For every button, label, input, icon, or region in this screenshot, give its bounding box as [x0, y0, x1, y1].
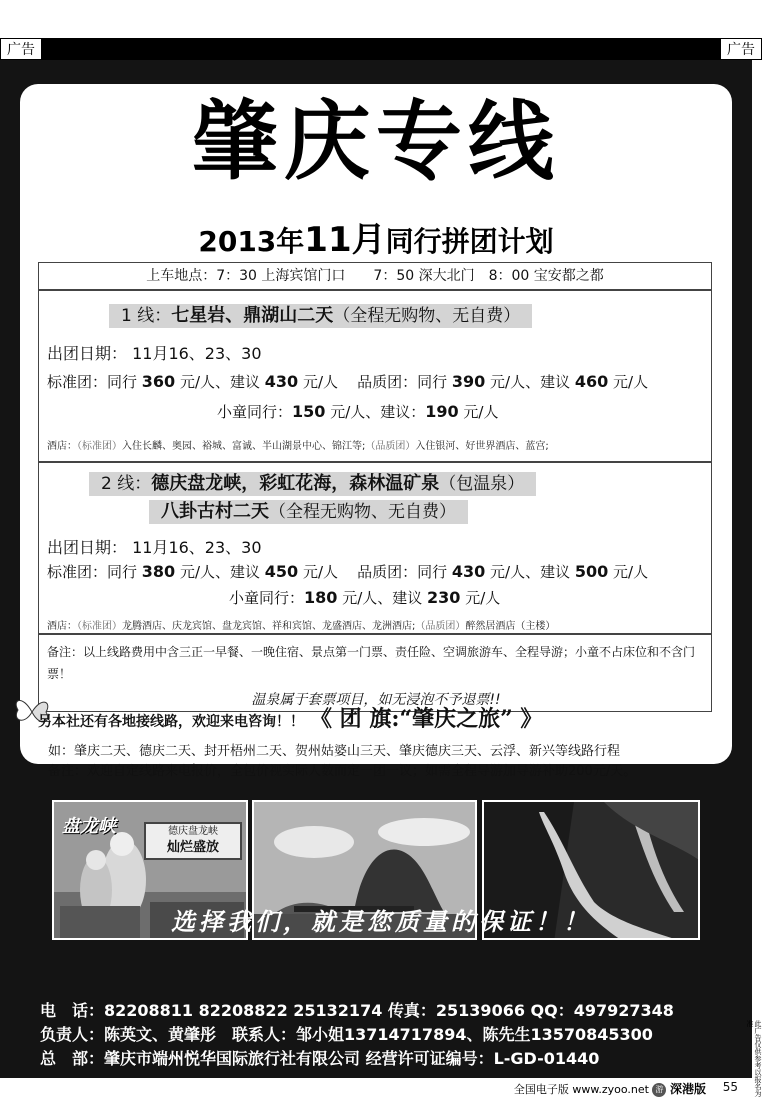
contact-persons: 负责人：陈英文、黄肇彤 联系人：邹小姐13714717894、陈先生13570845300 [40, 1025, 653, 1044]
price-text: 元/人 [458, 403, 499, 421]
price-value: 230 [427, 588, 461, 607]
route-2-child-price [229, 587, 500, 608]
hotel-label: 酒店： [47, 621, 77, 632]
contact-phone: 电 话：82208811 82208822 25132174 传真：25139066 QQ：497927348 [40, 1001, 674, 1020]
route-1-name: 七星岩、鼎湖山二天 [171, 305, 334, 326]
route-2 [38, 462, 712, 634]
extra-notes: 备注：欢迎自定线路来电报价，全包价视实际人数而定一团一议；如需全程导游加导游补助200元/天。 [48, 764, 637, 779]
subtitle-month: 11月 [304, 220, 386, 260]
cta-flag: 《 团 旗:“肇庆之旅” 》 [310, 706, 543, 732]
route-2-prices [47, 561, 648, 582]
price-value: 190 [425, 402, 459, 421]
route-2-suffix: （包温泉） [439, 474, 525, 494]
price-text: 品质团：同行 [357, 563, 452, 581]
price-value: 360 [141, 372, 176, 391]
hotel-tag: （品质团） [365, 441, 416, 452]
route-2-prefix: 2 线： [101, 474, 152, 494]
hotel-label: 酒店： [47, 441, 77, 452]
route-1-prices [47, 371, 648, 392]
route-2-heading [89, 469, 536, 495]
route-2-dates: 出团日期： 11月16、23、30 [47, 538, 262, 557]
route-1-suffix: （全程无购物、无自费） [333, 306, 521, 326]
route-2-suffix-2: （全程无购物、无自费） [269, 502, 456, 522]
contact-hq: 总 部：肇庆市端州悦华国际旅行社有限公司 经营许可证编号：L-GD-01440 [40, 1049, 600, 1068]
photo-1-sign-top: 德庆盘龙峡 [168, 826, 218, 837]
price-text: 元/人 [608, 563, 649, 581]
footer [514, 1080, 706, 1097]
price-text: 元/人 [608, 373, 649, 391]
photo-1-sign [144, 822, 242, 860]
price-value: 180 [304, 588, 338, 607]
price-text: 元/人、建议 [485, 563, 575, 581]
subtitle-year: 2013年 [198, 225, 305, 258]
boarding-info: 上车地点：7：30 上海宾馆门口 7：50 深大北门 8：00 宝安都之都 [38, 262, 712, 290]
price-value: 450 [264, 562, 299, 581]
price-text: 元/人、建议： [325, 403, 426, 421]
ad-label-left: 广告 [0, 38, 42, 60]
price-text: 标准团：同行 [47, 563, 142, 581]
notes-hot-spring: 温泉属于套票项目，如无浸泡不予退票!! [251, 692, 501, 708]
side-disclaimer: 此广告仅供参考以报名为准 [746, 1020, 762, 1097]
route-1-prefix: 1 线： [121, 306, 172, 326]
hotel-list: 入住银河、好世界酒店、蓝宫; [415, 441, 549, 452]
hotel-tag: （标准团） [77, 441, 122, 452]
price-text: 元/人 [298, 563, 339, 581]
price-value: 430 [264, 372, 299, 391]
price-value: 380 [141, 562, 176, 581]
price-text: 元/人、建议 [485, 373, 575, 391]
price-value: 390 [451, 372, 486, 391]
notes-box [38, 634, 712, 712]
notes-main: 备注：以上线路费用中含三正一早餐、一晚住宿、景点第一门票、责任险、空调旅游车、全程导游；小童不占床位和不含门票！ [47, 645, 696, 681]
route-2-name: 德庆盘龙峡，彩虹花海，森林温矿泉 [151, 473, 440, 494]
route-1-child-price [217, 401, 498, 422]
price-text: 标准团：同行 [47, 373, 142, 391]
page-number: 55 [722, 1080, 738, 1094]
route-2-heading-2 [149, 497, 468, 523]
route-2-hotels [47, 617, 555, 632]
price-text: 元/人、建议 [175, 373, 265, 391]
price-text: 品质团：同行 [357, 373, 452, 391]
footer-site: 全国电子版 www.zyoo.net [513, 1083, 649, 1096]
price-value: 430 [451, 562, 486, 581]
content-card [20, 84, 732, 764]
price-text: 元/人、建议 [337, 589, 428, 607]
hotel-tag: （品质团） [415, 621, 466, 632]
price-text: 元/人 [298, 373, 339, 391]
hotel-list: 醉然居酒店（主楼） [465, 621, 556, 632]
subtitle-rest: 同行拼团计划 [385, 225, 554, 258]
cta-line [38, 702, 542, 733]
footer-logo-icon: 游 [652, 1083, 666, 1097]
hotel-list: 龙腾酒店、庆龙宾馆、盘龙宾馆、祥和宾馆、龙盛酒店、龙洲酒店; [122, 621, 416, 632]
ad-label-right: 广告 [720, 38, 762, 60]
page-title: 肇庆专线 [192, 91, 560, 192]
price-text: 小童同行： [229, 589, 305, 607]
slogan: 选择我们，就是您质量的保证！！ [171, 907, 591, 936]
price-text: 元/人、建议 [175, 563, 265, 581]
page-subtitle [20, 212, 732, 261]
route-1-dates: 出团日期： 11月16、23、30 [47, 344, 262, 363]
top-black-bar [0, 38, 762, 60]
route-1-heading [109, 301, 532, 327]
price-value: 500 [574, 562, 609, 581]
cta-text: 另本社还有各地接线路，欢迎来电咨询！！ [38, 714, 304, 730]
extra-routes: 如：肇庆二天、德庆二天、封开梧州二天、贺州姑婆山三天、肇庆德庆三天、云浮、新兴等线路行程 [48, 744, 621, 759]
photo-1-sign-main: 灿烂盛放 [166, 840, 219, 855]
price-text: 小童同行： [217, 403, 293, 421]
route-1 [38, 290, 712, 462]
photo-1-logo: 盘龙峡 [62, 816, 116, 837]
route-1-hotels [47, 437, 549, 452]
price-text: 元/人 [460, 589, 501, 607]
hotel-list: 入住长麟、奥园、裕城、富诚、半山湖景中心、锦江等; [122, 441, 366, 452]
route-2-name-2: 八卦古村二天 [161, 501, 269, 522]
price-value: 150 [292, 402, 326, 421]
price-value: 460 [574, 372, 609, 391]
hotel-tag: （标准团） [77, 621, 122, 632]
footer-edition: 深港版 [669, 1082, 706, 1096]
